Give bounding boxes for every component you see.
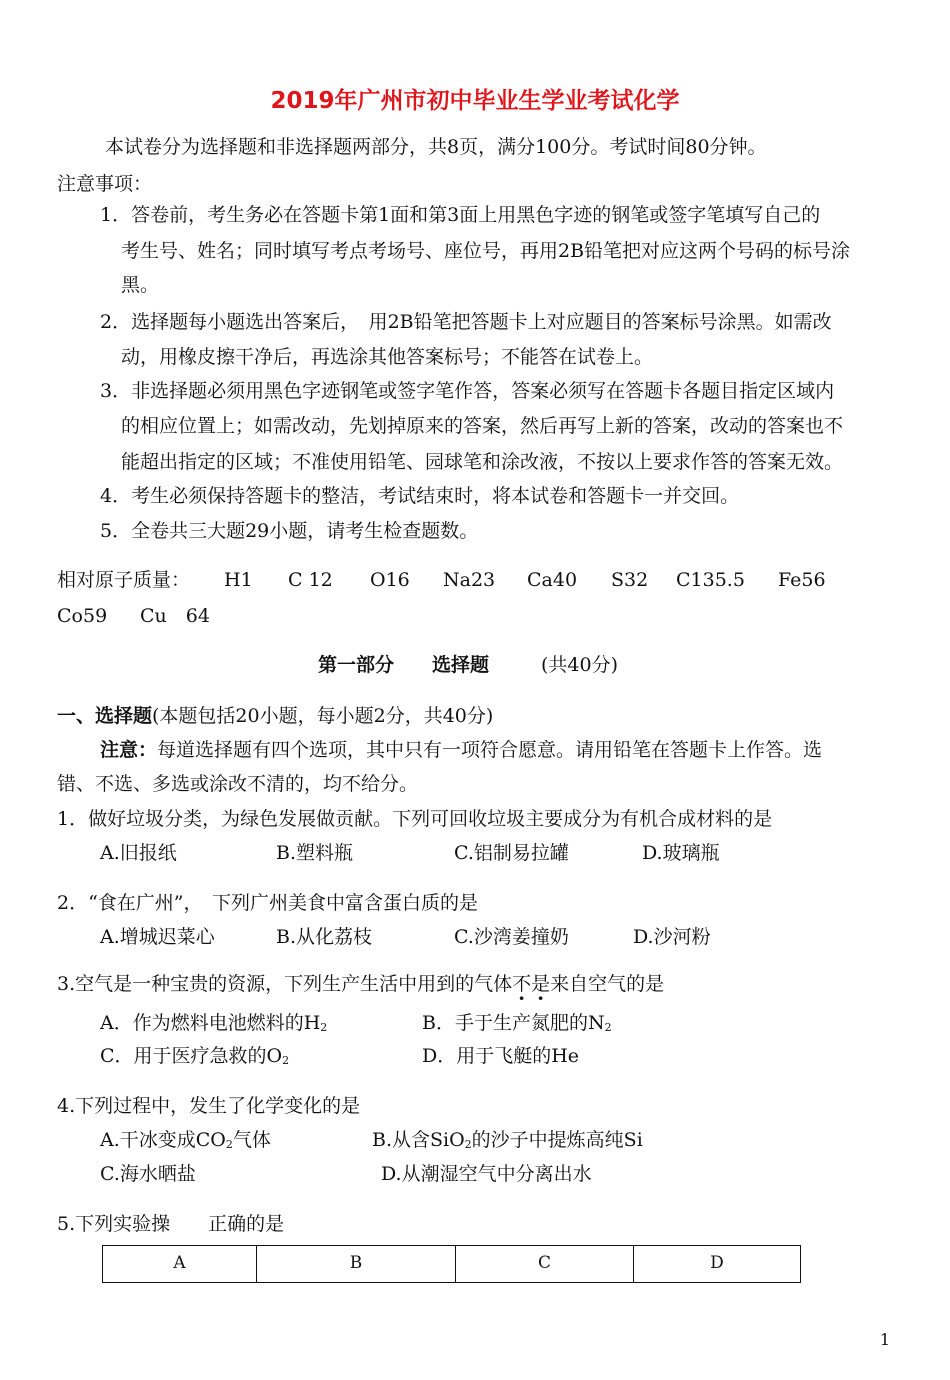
notice-3-line-2: 的相应位置上；如需改动，先划掉原来的答案，然后再写上新的答案，改动的答案也不 — [121, 415, 844, 437]
question-3-option-c — [100, 1043, 289, 1074]
question-1-option-d: D.玻璃瓶 — [642, 842, 720, 864]
question-4-option-b — [372, 1127, 643, 1158]
notice-3-line-3: 能超出指定的区域；不准使用铅笔、园球笔和涂改液，不按以上要求作答的答案无效。 — [121, 451, 844, 473]
atomic-mass-item: Co59 — [57, 605, 108, 627]
notice-2-line-2: 动，用橡皮擦干净后，再选涂其他答案标号；不能答在试卷上。 — [121, 346, 654, 368]
atomic-mass-item: H1 — [224, 569, 253, 591]
atomic-mass-item: C 12 — [288, 569, 333, 591]
page-title: 2019年广州市初中毕业生学业考试化学 — [270, 88, 680, 114]
emphasis-char: 是 — [531, 973, 551, 995]
atomic-mass-item: C135.5 — [676, 569, 745, 591]
notice-1-line-3: 黑。 — [121, 274, 160, 296]
question-2-option-c: C.沙湾姜撞奶 — [454, 926, 569, 948]
table-header-cell: C — [456, 1246, 634, 1283]
question-5-stem: 5.下列实验操 正确的是 — [57, 1213, 285, 1235]
question-3-stem-post: 来自空气的是 — [550, 973, 665, 995]
part-heading: 第一部分 选择题 — [318, 654, 490, 676]
notice-1-line-2: 考生号、姓名；同时填写考点考场号、座位号，再用2B铅笔把对应这两个号码的标号涂 — [121, 240, 851, 262]
question-2-stem: 2．“食在广州”， 下列广州美食中富含蛋白质的是 — [57, 892, 479, 914]
question-1-option-c: C.铝制易拉罐 — [454, 842, 569, 864]
question-3-stem — [57, 971, 664, 997]
table-header-cell: A — [103, 1246, 257, 1283]
question-1-option-a: A.旧报纸 — [100, 842, 177, 864]
subscript: 2 — [225, 1138, 233, 1151]
option-text: B．手于生产氮肥的N — [422, 1012, 605, 1034]
subscript: 2 — [282, 1054, 290, 1067]
section-heading — [57, 703, 493, 729]
atomic-mass-item: Cu 64 — [140, 605, 210, 627]
section-label: 一、选择题 — [57, 705, 153, 727]
table-header-cell: D — [634, 1246, 801, 1283]
option-text: 的沙子中提炼高纯Si — [471, 1129, 643, 1151]
question-2-option-d: D.沙河粉 — [633, 926, 711, 948]
option-text: A.干冰变成CO — [100, 1129, 226, 1151]
emphasis-char: 不 — [512, 973, 532, 995]
option-text: A．作为燃料电池燃料的H — [100, 1012, 321, 1034]
question-3-option-d: D．用于飞艇的He — [422, 1045, 580, 1067]
table-row — [103, 1246, 801, 1283]
notice-3-line-1: 3．非选择题必须用黑色字迹钢笔或签字笔作答，答案必须写在答题卡各题目指定区域内 — [100, 380, 835, 402]
notice-5: 5．全卷共三大题29小题，请考生检查题数。 — [100, 520, 479, 542]
question-4-option-a — [100, 1127, 271, 1158]
subscript: 2 — [604, 1021, 612, 1034]
option-text: 气体 — [232, 1129, 271, 1151]
page-number: 1 — [879, 1330, 890, 1349]
table-header-cell: B — [257, 1246, 456, 1283]
atomic-mass-item: S32 — [611, 569, 649, 591]
notice-2-line-1: 2．选择题每小题选出答案后， 用2B铅笔把答题卡上对应题目的答案标号涂黑。如需改 — [100, 311, 832, 333]
subscript: 2 — [464, 1138, 472, 1151]
question-4-option-d: D.从潮湿空气中分离出水 — [381, 1163, 592, 1185]
notice-label: 注意事项： — [57, 173, 153, 195]
question-1-option-b: B.塑料瓶 — [276, 842, 354, 864]
atomic-mass-label: 相对原子质量： — [57, 569, 191, 591]
subscript: 2 — [320, 1021, 328, 1034]
question-2-option-b: B.从化荔枝 — [276, 926, 373, 948]
section-desc: (本题包括20小题，每小题2分，共40分) — [152, 705, 494, 727]
atomic-mass-item: Na23 — [443, 569, 496, 591]
atomic-mass-item: Fe56 — [778, 569, 826, 591]
atomic-mass-item: O16 — [370, 569, 410, 591]
notice-4: 4．考生必须保持答题卡的整洁，考试结束时，将本试卷和答题卡一并交回。 — [100, 485, 740, 507]
notice-1-line-1: 1．答卷前，考生务必在答题卡第1面和第3面上用黑色字迹的钢笔或签字笔填写自己的 — [100, 204, 821, 226]
section-note-line-1 — [100, 737, 822, 763]
option-text: B.从含SiO — [372, 1129, 465, 1151]
section-note-label: 注意： — [100, 739, 158, 761]
question-4-option-c: C.海水晒盐 — [100, 1163, 196, 1185]
question-3-option-b — [422, 1010, 612, 1041]
atomic-mass-item: Ca40 — [527, 569, 578, 591]
option-text: C．用于医疗急救的O — [100, 1045, 283, 1067]
section-note-text: 每道选择题有四个选项，其中只有一项符合愿意。请用铅笔在答题卡上作答。选 — [157, 739, 823, 761]
intro-text: 本试卷分为选择题和非选择题两部分，共8页，满分100分。考试时间80分钟。 — [105, 136, 767, 158]
question-2-option-a: A.增城迟菜心 — [100, 926, 215, 948]
question-1-stem: 1．做好垃圾分类，为绿色发展做贡献。下列可回收垃圾主要成分为有机合成材料的是 — [57, 808, 773, 830]
question-5-options-table — [102, 1245, 801, 1283]
question-3-stem-pre: 3.空气是一种宝贵的资源，下列生产生活中用到的气体 — [57, 973, 513, 995]
question-3-option-a — [100, 1010, 327, 1041]
part-score: (共40分) — [541, 654, 619, 676]
section-note-line-2: 错、不选、多选或涂改不清的，均不给分。 — [57, 773, 419, 795]
question-4-stem: 4.下列过程中，发生了化学变化的是 — [57, 1095, 361, 1117]
